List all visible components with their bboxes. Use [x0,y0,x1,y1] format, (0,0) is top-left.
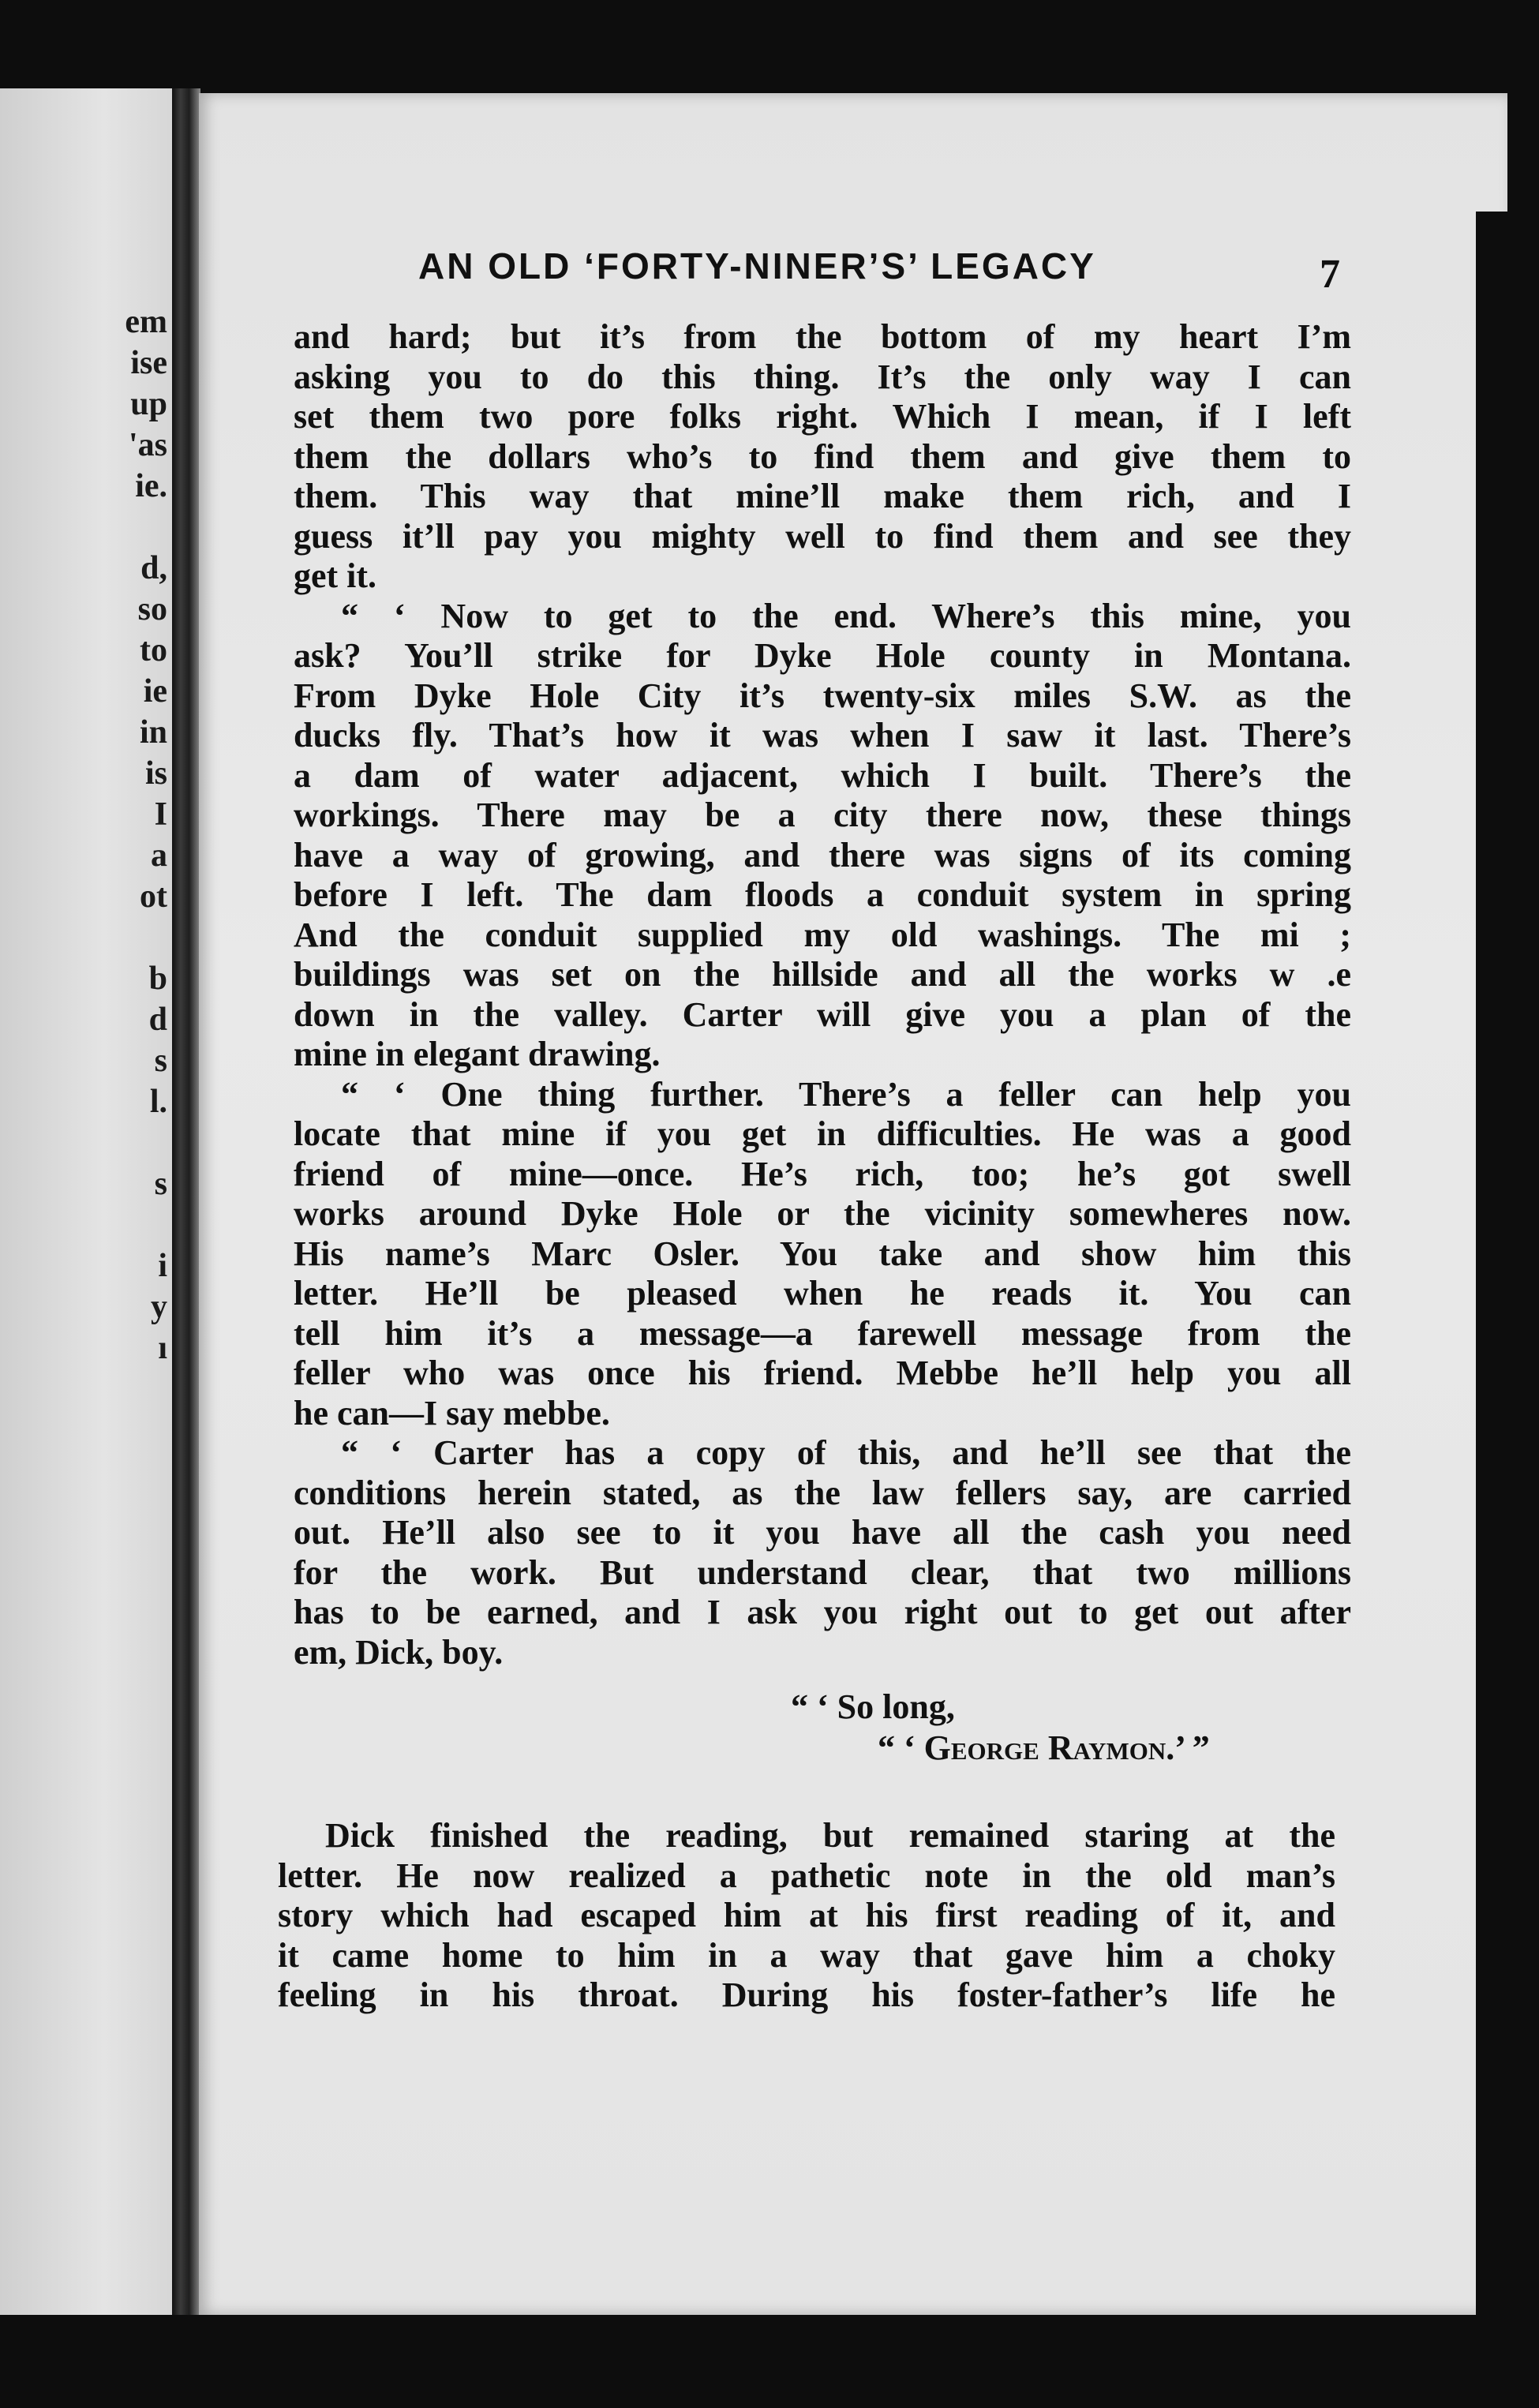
page-number: 7 [1320,252,1340,297]
text-line: and hard; but it’s from the bottom of my heart I’m [294,317,1351,356]
text-line: His name’s Marc Osler. You take and show him this [294,1234,1351,1273]
left-fragment: i [158,1248,167,1284]
text-line: locate that mine if you get in difficulties. He was a good [294,1114,1351,1153]
text-line: have a way of growing, and there was signs of its coming [294,835,1351,874]
text-line: Dick finished the reading, but remained staring at the [325,1816,1335,1855]
left-fragment: 'as [128,427,167,463]
text-line: buildings was set on the hillside and all the works w .e [294,955,1351,994]
text-line: guess it’ll pay you mighty well to find them and see they [294,516,1351,556]
text-line: And the conduit supplied my old washings. The mi ; [294,915,1351,954]
left-fragment: y [151,1289,167,1325]
text-line: works around Dyke Hole or the vicinity somewheres now. [294,1194,1351,1233]
text-line: ducks fly. That’s how it was when I saw it last. There’s [294,716,1351,755]
text-line: conditions herein stated, as the law fellers say, are carried [294,1473,1351,1512]
text-line: feller who was once his friend. Mebbe he’ll help you all [294,1354,1351,1392]
left-fragment: s [154,1166,167,1202]
left-page-text-fragments [73,301,167,1369]
text-line: down in the valley. Carter will give you a plan of the [294,994,1351,1034]
left-fragment [73,507,167,548]
text-line: before I left. The dam floods a conduit system in spring [294,875,1351,914]
text-line: “ ‘ Carter has a copy of this, and he’ll see that the [341,1433,1351,1472]
left-fragment: in [139,714,167,751]
letter-body [294,317,1351,1672]
text-line: get it. [294,556,377,595]
left-fragment: so [137,591,167,627]
signature-name: “ ‘ George Raymon.’ ” [878,1728,1210,1767]
left-fragment: ot [140,878,167,915]
text-line: asking you to do this thing. It’s the only way I can [294,357,1351,396]
running-head: AN OLD ‘FORTY-NINER’S’ LEGACY [418,245,1096,286]
left-fragment: s [154,1043,167,1079]
left-fragment [73,1204,167,1245]
left-fragment: d [148,1002,167,1038]
left-fragment: I [154,796,167,833]
signature-closing: “ ‘ So long, [791,1687,955,1726]
text-line: tell him it’s a message—a farewell message from the [294,1313,1351,1353]
left-fragment: is [144,755,167,792]
text-line: he can—I say mebbe. [294,1393,610,1432]
left-fragment: ı [158,1330,167,1366]
left-fragment: b [148,961,167,997]
narrative-paragraph [278,1815,1335,2015]
text-line: it came home to him in a way that gave him a choky [278,1935,1335,1975]
left-fragment: ise [130,345,167,381]
text-line: From Dyke Hole City it’s twenty-six miles S.W. as the [294,676,1351,715]
left-facing-page [0,88,174,2315]
text-line: “ ‘ One thing further. There’s a feller can help you [341,1074,1351,1114]
text-line: for the work. But understand clear, that two millions [294,1552,1351,1592]
left-fragment: ie [143,673,167,710]
left-fragment [73,917,167,958]
left-fragment: d, [140,550,167,586]
left-fragment: a [151,837,167,874]
left-fragment [73,1122,167,1163]
text-line: them. This way that mine’ll make them rich, and I [294,477,1351,515]
text-line: story which had escaped him at his first reading of it, and [278,1896,1335,1934]
left-fragment: to [140,632,167,668]
text-line: a dam of water adjacent, which I built. There’s the [294,755,1351,795]
text-line: letter. He now realized a pathetic note in the old man’s [278,1856,1335,1895]
text-line: out. He’ll also see to it you have all the cash you need [294,1513,1351,1552]
text-line: feeling in his throat. During his foster-father’s life he [278,1975,1335,2014]
left-fragment: up [130,386,167,422]
page-edge-shadow [1476,212,1507,2408]
text-line: ask? You’ll strike for Dyke Hole county in Montana. [294,636,1351,675]
text-line: letter. He’ll be pleased when he reads it. You can [294,1274,1351,1313]
book-gutter [172,88,200,2315]
text-line: them the dollars who’s to find them and give them to [294,436,1351,476]
text-line: em, Dick, boy. [294,1632,504,1672]
text-line: workings. There may be a city there now, these things [294,796,1351,834]
letter-signature [294,1687,1351,1769]
text-line: set them two pore folks right. Which I mean, if I left [294,397,1351,436]
text-line: “ ‘ Now to get to the end. Where’s this mine, you [341,596,1351,635]
text-line: friend of mine—once. He’s rich, too; he’s got swell [294,1154,1351,1193]
left-fragment: em [125,304,167,340]
text-line: mine in elegant drawing. [294,1035,661,1073]
left-fragment: ie. [135,468,167,504]
text-line: has to be earned, and I ask you right out to get out after [294,1593,1351,1631]
left-fragment: l. [149,1084,167,1120]
